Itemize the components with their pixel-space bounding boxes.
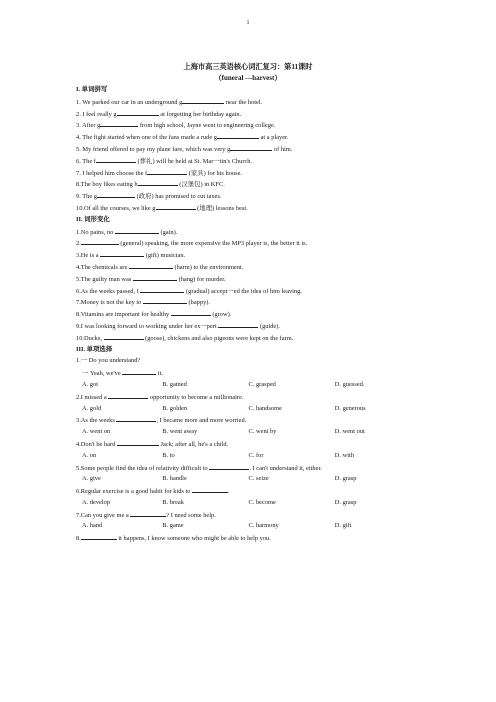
word-form-item-text-before: 6.As the weeks passed, I [76,287,141,295]
spelling-item [76,202,421,214]
answer-blank[interactable] [129,261,173,269]
word-form-item [76,320,421,332]
spelling-item-text-before: 6. The f [76,157,96,165]
question-line [76,391,421,403]
word-form-item-text-after: (gradual) accept一ed the idea of him leaving. [184,287,302,295]
question-line [76,414,421,426]
question-line-text-before: 3.As the weeks [76,417,117,425]
section-heading-multiple-choice: III. 单项选择 [76,345,113,353]
spelling-item [76,155,421,167]
word-form-item [76,296,421,308]
question-line-text-before: 4.Don't be hard [76,440,117,448]
spelling-item [76,143,421,155]
answer-option[interactable]: B. gained [162,380,187,388]
options-row [76,497,421,509]
spelling-item-text-before: 10.Of all the courses, we like g [76,204,156,212]
answer-blank[interactable] [147,167,187,175]
word-form-item [76,237,421,249]
question-line-text-after: . I can't understand it, either. [249,464,322,472]
word-form-item-text-after: (gain). [158,228,178,236]
answer-blank[interactable] [122,367,156,375]
spelling-item [76,108,421,120]
answer-option[interactable]: C. seize [248,475,269,483]
answer-blank[interactable] [116,414,156,422]
options-row [76,379,421,391]
options-row [76,403,421,415]
answer-option[interactable]: A. develop [82,498,111,506]
word-form-item-text-after: (happy). [186,299,210,307]
answer-option[interactable]: D. grasp [334,475,357,483]
answer-option[interactable]: D. generous [334,404,366,412]
spelling-item-text-before: 5. My friend offered to pay my plane fare, which was very g [76,145,231,153]
spelling-item-text-before: 9. The g [76,193,98,201]
word-form-item-text-before: 2. [76,240,81,248]
answer-option[interactable]: C. for [248,451,264,459]
spelling-item-text-after: (汉堡包) in KFC. [177,181,225,189]
answer-option[interactable]: A. on [82,451,97,459]
options-row [76,450,421,462]
worksheet-content [76,84,421,544]
options-row [76,520,421,532]
word-form-item-text-before: 9.I was looking forward to working under her ex一pert [76,322,219,330]
answer-option[interactable]: C. harmony [248,522,279,530]
word-form-item [76,261,421,273]
answer-blank[interactable] [100,249,144,257]
page-subtitle: （funeral ---harvest） [214,74,282,82]
question-line [76,485,421,497]
answer-blank[interactable] [138,178,178,186]
word-form-item-text-after: (hang) for murder. [176,275,226,283]
page-number: 1 [246,20,250,26]
question-line-text-after: ? I need some help. [166,511,216,519]
spelling-item [76,190,421,202]
word-form-item-text-after: (grow). [210,311,232,319]
spelling-item-text-before: 3. After g [76,122,101,130]
spelling-item-text-after: from high school, Jayne went to engineering college. [138,122,276,130]
spelling-item [76,178,421,190]
answer-option[interactable]: C. become [248,498,276,506]
page-title: 上海市高三英语核心词汇复习：第11课时 [183,63,313,71]
answer-blank[interactable] [100,119,138,127]
spelling-item-text-before: 7. I helped him choose the f [76,169,148,177]
spelling-item-text-before: 2. I feel really g [76,110,117,118]
question-line-text-after: , I became more and more worried. [156,417,247,425]
answer-blank[interactable] [117,438,159,446]
answer-option[interactable]: C. went by [248,428,277,436]
answer-blank[interactable] [108,391,148,399]
answer-blank[interactable] [115,226,159,234]
word-form-item-text-before: 4.The chemicals are [76,263,129,271]
answer-option[interactable]: A. gold [82,404,102,412]
question-line [76,438,421,450]
options-row [76,426,421,438]
word-form-item-text-after: (harm) to the environment. [172,263,244,271]
answer-option[interactable]: D. went out [334,428,365,436]
answer-blank[interactable] [217,131,259,139]
word-form-item [76,308,421,320]
word-form-item-text-before: 5.The guilty man was [76,275,133,283]
question-line-text-before: 1.一 Do you understand? [76,357,141,365]
word-form-item [76,332,421,344]
answer-option[interactable]: B. to [162,451,175,459]
answer-blank[interactable] [218,320,258,328]
answer-option[interactable]: B. golden [162,404,188,412]
spelling-item-text-after: (政府) has promised to cut taxes. [135,193,222,201]
answer-option[interactable]: D. grasp [334,498,357,506]
question-line-text-before: 7.Can you give me a [76,511,131,519]
spelling-item-text-after: (家具) for his house. [187,169,243,177]
answer-blank[interactable] [81,237,119,245]
spelling-item [76,167,421,179]
spelling-item-text-after: (地理) lessons best. [195,204,248,212]
word-form-item [76,285,421,297]
spelling-item-text-before: 8.The boy likes eating h [76,181,138,189]
spelling-item [76,131,421,143]
spelling-item-text-after: at a player. [258,134,289,142]
word-form-item [76,249,421,261]
answer-blank[interactable] [182,96,224,104]
question-line-text-before: 6.Regular exercise is a good habit for kids to [76,488,193,496]
question-line-text-after: Jack; after all, he's a child. [158,440,229,448]
options-row [76,473,421,485]
answer-option[interactable]: A. went on [82,428,111,436]
word-form-item-text-before: 7.Money is not the key to [76,299,143,307]
word-form-item-text-before: 8.Vitamins are important for healthy [76,311,171,319]
answer-option[interactable]: C. handsome [248,404,282,412]
spelling-item-text-after: (葬礼) will be held at St. Mar一tin's Church. [135,157,253,165]
answer-option[interactable]: A. give [82,475,101,483]
question-line [76,367,421,379]
answer-blank[interactable] [230,143,272,151]
word-form-item-text-after: (gift) musician. [144,252,186,260]
question-line-text-before: 8. [76,535,81,543]
section-heading-spelling: I. 单词拼写 [76,86,108,93]
answer-option[interactable]: D. guessed. [334,380,365,388]
answer-blank[interactable] [97,190,135,198]
answer-blank[interactable] [81,532,117,540]
spelling-item-text-before: 1. We parked our car in an underground g [76,98,183,106]
word-form-item-text-before: 10.Ducks, [76,334,104,342]
word-form-item-text-after: (general) speaking, the more expensive the MP3 player is, the better it is. [118,240,308,248]
word-form-item [76,273,421,285]
question-line-text-after: opportunity to become a millionaire. [148,393,244,401]
answer-blank[interactable] [143,296,187,304]
answer-option[interactable]: B. game [162,522,184,530]
word-form-item-text-after: (guide). [258,322,280,330]
answer-option[interactable]: D. gift [334,522,352,530]
answer-blank[interactable] [104,332,144,340]
spelling-item-text-after: of him. [272,145,293,153]
section-heading-word-forms: II. 词形变化 [76,215,110,223]
answer-blank[interactable] [209,462,249,470]
spelling-item [76,119,421,131]
answer-option[interactable]: B. went away [162,428,198,436]
answer-option[interactable]: D. with [334,451,354,459]
question-line [76,509,421,521]
question-line [76,462,421,474]
answer-blank[interactable] [133,273,177,281]
word-form-item-text-before: 1.No pains, no [76,228,115,236]
answer-blank[interactable] [140,285,184,293]
answer-option[interactable]: C. grasped [248,380,276,388]
answer-option[interactable]: A. hand [82,522,103,530]
answer-option[interactable]: B. break [162,498,184,506]
question-line-text-before: 一 Yeah, we've [82,370,123,378]
word-form-item-text-after: (goose), chickens and also pigeons were kept on the farm. [143,334,294,342]
question-line-text-before: 2.I missed a [76,393,109,401]
answer-option[interactable]: A. got [82,380,98,388]
question-line-text-before: 5.Some people find the idea of relativity difficult to [76,464,210,472]
answer-option[interactable]: B. handle [162,475,187,483]
word-form-item-text-before: 3.He is a [76,252,101,260]
answer-blank[interactable] [117,108,159,116]
answer-blank[interactable] [156,202,196,210]
question-line [76,355,421,367]
spelling-item-text-before: 4. The fight started when one of the fans made a rude g [76,134,217,142]
question-line [76,532,421,544]
question-line-text-after: it. [156,370,164,378]
answer-blank[interactable] [96,155,136,163]
spelling-item [76,96,421,108]
spelling-item-text-after: near the hotel. [224,98,263,106]
question-line-text-after: . [228,488,230,496]
question-line-text-after: it happens, I know someone who might be able to help you. [116,535,271,543]
answer-blank[interactable] [130,509,166,517]
answer-blank[interactable] [171,308,211,316]
spelling-item-text-after: at forgetting her birthday again. [158,110,242,118]
word-form-item [76,226,421,238]
answer-blank[interactable] [192,485,230,496]
